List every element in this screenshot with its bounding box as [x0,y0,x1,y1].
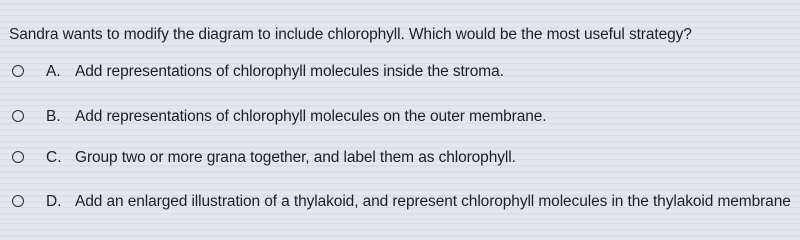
option-a[interactable] [0,60,800,84]
option-c-text: Group two or more grana together, and label them as chlorophyll. [75,149,516,166]
radio-button-b[interactable] [12,110,24,122]
option-c-letter: C. [46,149,62,166]
option-d[interactable] [0,190,800,214]
question-text: Sandra wants to modify the diagram to include chlorophyll. Which would be the most useful strategy? [9,26,692,43]
option-d-text: Add an enlarged illustration of a thylakoid, and represent chlorophyll molecules in the thylakoid membrane [75,193,791,210]
option-d-letter: D. [46,193,62,210]
radio-button-d[interactable] [12,195,24,207]
radio-button-c[interactable] [12,151,24,163]
option-b-letter: B. [46,108,61,125]
option-b[interactable] [0,105,800,129]
option-c[interactable] [0,146,800,170]
option-b-text: Add representations of chlorophyll molecules on the outer membrane. [75,108,547,125]
radio-button-a[interactable] [12,65,24,77]
option-a-letter: A. [46,63,61,80]
option-a-text: Add representations of chlorophyll molecules inside the stroma. [75,63,504,80]
